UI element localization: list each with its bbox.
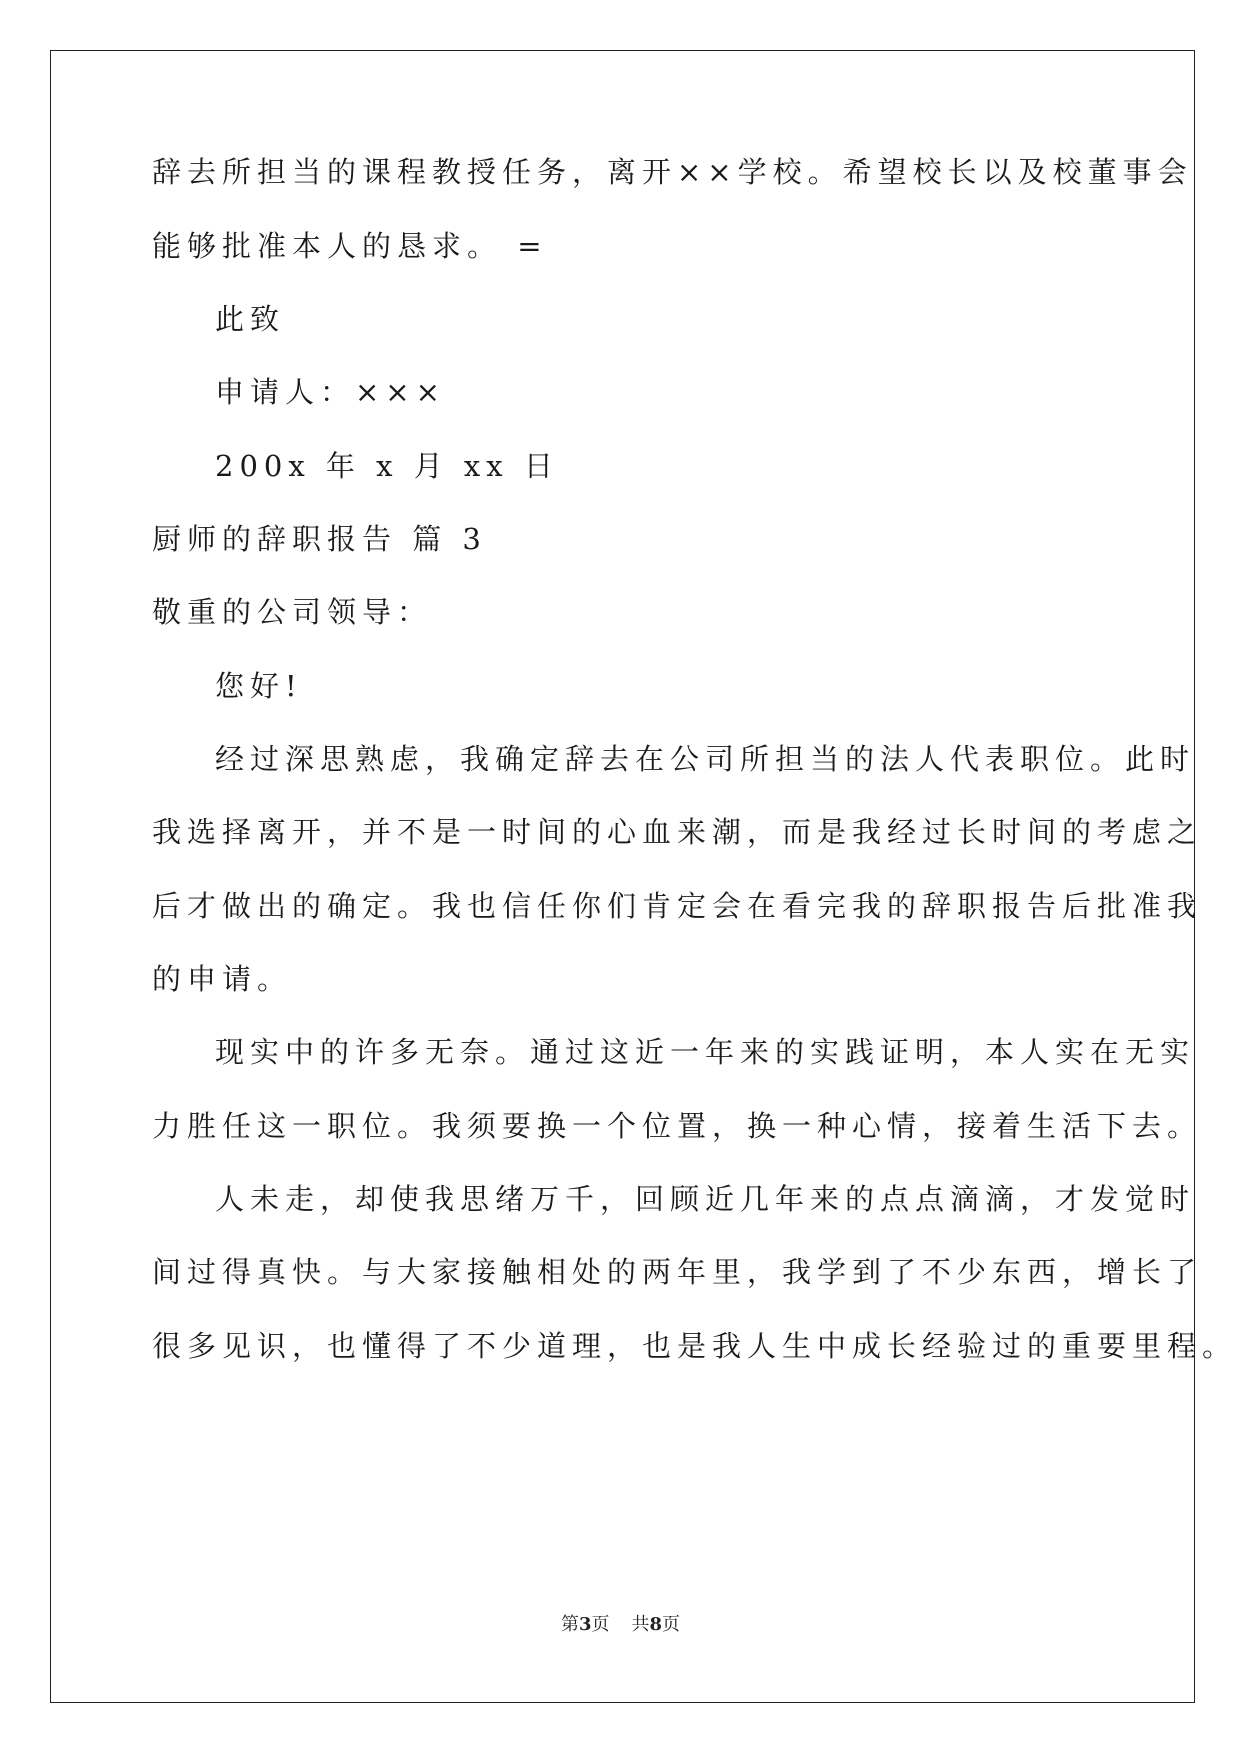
current-page-number: 3 — [578, 1614, 592, 1635]
paragraph-line: 很多见识，也懂得了不少道理，也是我人生中成长经验过的重要里程。 — [152, 1329, 1238, 1363]
applicant-line: 申请人：××× — [215, 375, 446, 409]
footer-total-unit: 页 — [662, 1614, 681, 1635]
total-page-count: 8 — [649, 1614, 663, 1635]
paragraph-line: 间过得真快。与大家接触相处的两年里，我学到了不少东西，增长了 — [152, 1255, 1203, 1289]
page-border — [50, 50, 1195, 1703]
footer-prefix: 第 — [560, 1614, 579, 1635]
greeting: 您好! — [215, 669, 303, 703]
paragraph-line: 后才做出的确定。我也信任你们肯定会在看完我的辞职报告后批准我 — [152, 889, 1203, 923]
paragraph-line: 现实中的许多无奈。通过这近一年来的实践证明，本人实在无实 — [215, 1035, 1196, 1069]
paragraph-line: 辞去所担当的课程教授任务，离开××学校。希望校长以及校董事会 — [152, 155, 1193, 189]
salutation: 敬重的公司领导： — [152, 595, 433, 629]
paragraph-line: 经过深思熟虑，我确定辞去在公司所担当的法人代表职位。此时 — [215, 742, 1196, 776]
paragraph-line: 人未走，却使我思绪万千，回顾近几年来的点点滴滴，才发觉时 — [215, 1182, 1196, 1216]
closing-salutation: 此致 — [215, 302, 286, 336]
footer-total-prefix: 共 — [631, 1614, 650, 1635]
paragraph-line: 力胜任这一职位。我须要换一个位置，换一种心情，接着生活下去。 — [152, 1109, 1203, 1143]
paragraph-line: 能够批准本人的恳求。 = — [152, 229, 548, 263]
page-number-footer — [0, 1613, 1241, 1637]
paragraph-line: 的申请。 — [152, 962, 293, 996]
section-heading: 厨师的辞职报告 篇 3 — [152, 522, 487, 556]
paragraph-line: 我选择离开，并不是一时间的心血来潮，而是我经过长时间的考虑之 — [152, 815, 1203, 849]
footer-page-unit: 页 — [591, 1614, 610, 1635]
date-line: 200x 年 x 月 xx 日 — [215, 449, 559, 483]
